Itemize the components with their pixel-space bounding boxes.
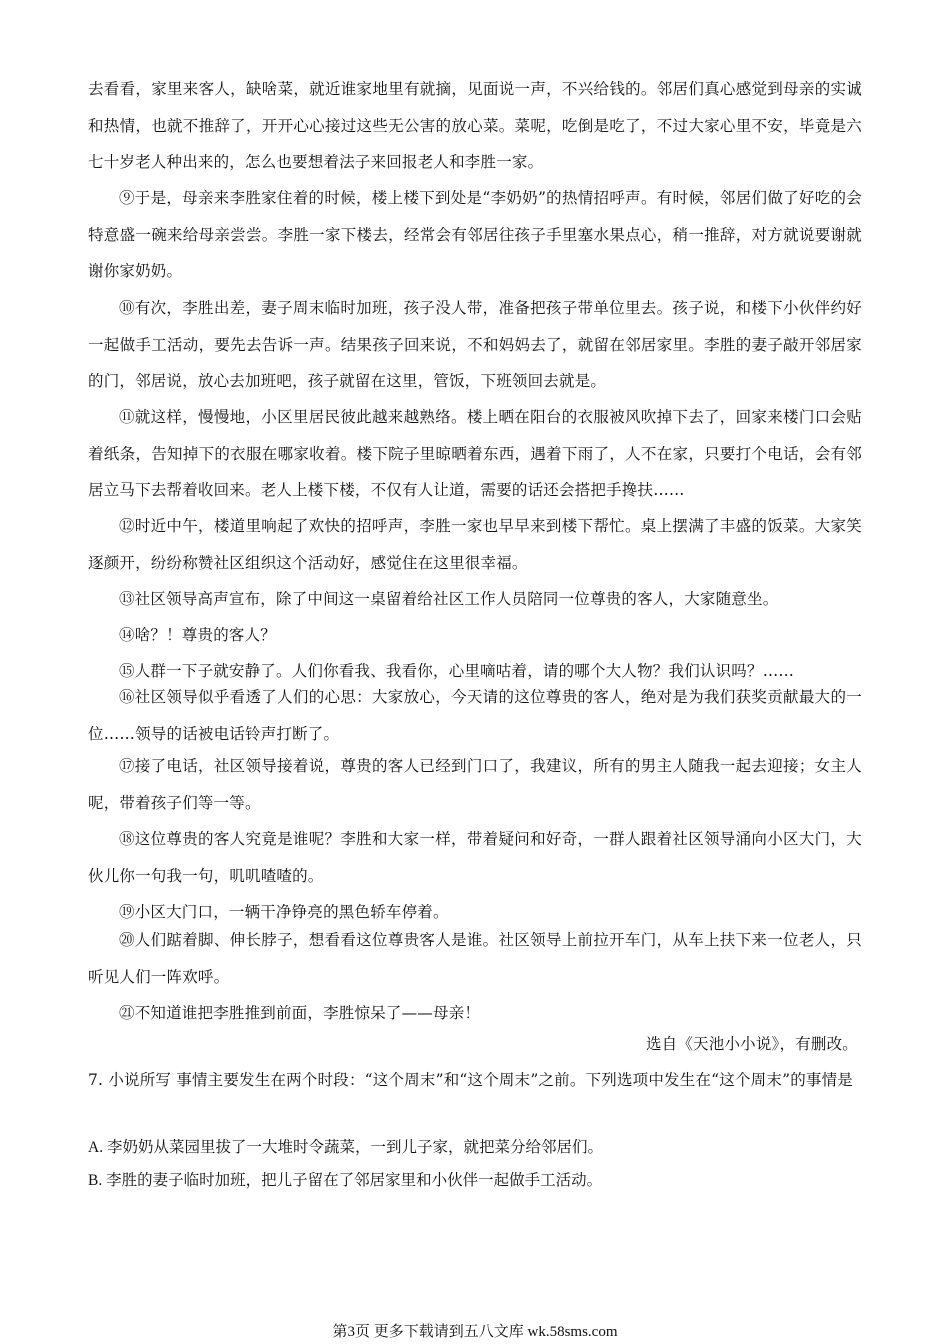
source-citation: 选自《天池小小说》，有删改。 xyxy=(645,1035,858,1053)
paragraph-10: ⑩有次，李胜出差，妻子周末临时加班，孩子没人带，准备把孩子带单位里去。孩子说，和楼下小伙伴约好一起做手工活动，要先去告诉一声。结果孩子回来说，不和妈妈去了，就留在邻居家里。李胜的妻子敲开邻居家的门，邻居说，放心去加班吧，孩子就留在这里，管饭，下班领回去就是。 xyxy=(88,299,862,390)
question-option-a: A. 李奶奶从菜园里拔了一大堆时令蔬菜，一到儿子家，就把菜分给邻居们。 xyxy=(88,1139,603,1156)
paragraph-13: ⑬社区领导高声宣布，除了中间这一桌留着给社区工作人员陪同一位尊贵的客人，大家随意坐。 xyxy=(119,590,779,608)
paragraph-18: ⑱这位尊贵的客人究竟是谁呢？李胜和大家一样，带着疑问和好奇，一群人跟着社区领导涌向小区大门，大伙儿你一句我一句，叽叽喳喳的。 xyxy=(88,830,862,885)
question-option-b: B. 李胜的妻子临时加班，把儿子留在了邻居家里和小伙伴一起做手工活动。 xyxy=(88,1172,603,1189)
paragraph-17: ⑰接了电话，社区领导接着说，尊贵的客人已经到门口了，我建议，所有的男主人随我一起去迎接；女主人呢，带着孩子们等一等。 xyxy=(88,757,862,812)
paragraph-16: ⑯社区领导似乎看透了人们的心思：大家放心，今天请的这位尊贵的客人，绝对是为我们获奖贡献最大的一位……领导的话被电话铃声打断了。 xyxy=(88,688,862,743)
question-7-stem: 7. 小说所写 事情主要发生在两个时段：“这个周末”和“这个周末”之前。下列选项中发生在“这个周末”的事情是 xyxy=(88,1071,853,1089)
paragraph-11: ⑪就这样，慢慢地，小区里居民彼此越来越熟络。楼上晒在阳台的衣服被风吹掉下去了，回家来楼门口会贴着纸条，告知掉下的衣服在哪家收着。楼下院子里晾晒着东西，遇着下雨了，人不在家，只要打个电话，会有邻居立马下去帮着收回来。老人上楼下楼，不仅有人让道，需要的话还会搭把手搀扶…… xyxy=(88,408,862,499)
paragraph-9: ⑨于是，母亲来李胜家住着的时候，楼上楼下到处是“李奶奶”的热情招呼声。有时候，邻居们做了好吃的会特意盛一碗来给母亲尝尝。李胜一家下楼去，经常会有邻居往孩子手里塞水果点心，稍一推辞，对方就说要谢就谢你家奶奶。 xyxy=(88,189,862,280)
paragraph-15: ⑮人群一下子就安静了。人们你看我、我看你，心里嘀咕着，请的哪个大人物？我们认识吗？…… xyxy=(119,662,795,680)
page-footer: 第3页 更多下载请到五八文库 wk.58sms.com xyxy=(332,1324,618,1340)
paragraph-19: ⑲小区大门口，一辆干净铮亮的黑色轿车停着。 xyxy=(119,903,449,921)
paragraph-continued: 去看看，家里来客人，缺啥菜，就近谁家地里有就摘，见面说一声，不兴给钱的。邻居们真心感觉到母亲的实诚和热情，也就不推辞了，开开心心接过这些无公害的放心菜。菜呢，吃倒是吃了，不过大家心里不安，毕竟是六七十岁老人种出来的，怎么也要想着法子来回报老人和李胜一家。 xyxy=(88,80,862,171)
paragraph-12: ⑫时近中午，楼道里响起了欢快的招呼声，李胜一家也早早来到楼下帮忙。桌上摆满了丰盛的饭菜。大家笑逐颜开，纷纷称赞社区组织这个活动好，感觉住在这里很幸福。 xyxy=(88,517,862,572)
paragraph-20: ⑳人们踮着脚、伸长脖子，想看看这位尊贵客人是谁。社区领导上前拉开车门，从车上扶下来一位老人，只听见人们一阵欢呼。 xyxy=(88,931,862,986)
paragraph-21: ㉑不知道谁把李胜推到前面，李胜惊呆了——母亲！ xyxy=(119,1004,481,1022)
paragraph-14: ⑭啥？！尊贵的客人？ xyxy=(119,626,277,644)
